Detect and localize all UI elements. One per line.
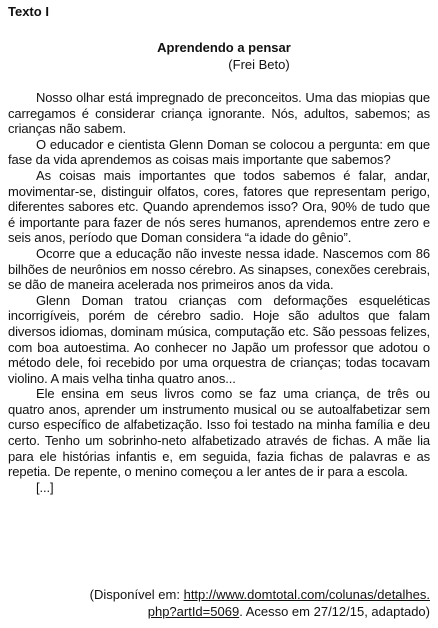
source-link-part2[interactable]: php?artId=5069 [147,604,240,619]
source-citation [30,586,430,620]
paragraph: Nosso olhar está impregnado de preconceitos. Uma das miopias que carregamos é considerar criança ignorante. Nós, adultos, sabemos; as crianças não sabem. [8,90,430,137]
article-author: (Frei Beto) [228,57,290,72]
source-suffix: . Acesso em 27/12/15, adaptado) [239,604,430,619]
text-label: Texto I [8,4,49,19]
ellipsis-marker: [...] [36,479,54,495]
paragraph: Glenn Doman tratou crianças com deformações esqueléticas incorrigíveis, porém de cérebro sadio. Hoje são adultos que falam diversos idiomas, dominam música, computação etc. São pessoas felizes, com boa autoestima. Ao conhecer no Japão um professor que adotou o método dele, foi recebido por uma orquestra de crianças; todas tocavam violino. A mais velha tinha quatro anos... [8,292,430,386]
paragraph: Ele ensina em seus livros como se faz uma criança, de três ou quatro anos, aprender um instrumento musical ou se autoalfabetizar sem curso específico de alfabetização. Isso foi testado na minha família e deu certo. Tenho um sobrinho-neto alfabetizado através de fichas. A mãe lia para ele histórias infantis e, em seguida, fazia fichas de palavras e as repetia. De repente, o menino começou a ler antes de ir para a escola. [8,386,430,480]
article-title: Aprendendo a pensar [157,40,291,55]
paragraph: Ocorre que a educação não investe nessa idade. Nascemos com 86 bilhões de neurônios em nosso cérebro. As sinapses, conexões cerebrais, se dão de maneira acelerada nos primeiros anos da vida. [8,245,430,293]
paragraph: O educador e cientista Glenn Doman se colocou a pergunta: em que fase da vida aprendemos as coisas mais importante que sabemos? [8,136,430,168]
article-body [8,90,430,495]
source-link-part1[interactable]: http://www.domtotal.com/colunas/detalhes. [183,587,430,602]
paragraph: As coisas mais importantes que todos sabemos é falar, andar, movimentar-se, distinguir olfatos, cores, fatores que representam perigo, diferentes sabores etc. Quando aprendemos isso? Ora, 90% de tudo que é importante para fazer de nós seres humanos, aprendemos entre zero e seis anos, período que Doman considera “a idade do gênio”. [8,167,430,246]
source-prefix: (Disponível em: [89,587,184,602]
